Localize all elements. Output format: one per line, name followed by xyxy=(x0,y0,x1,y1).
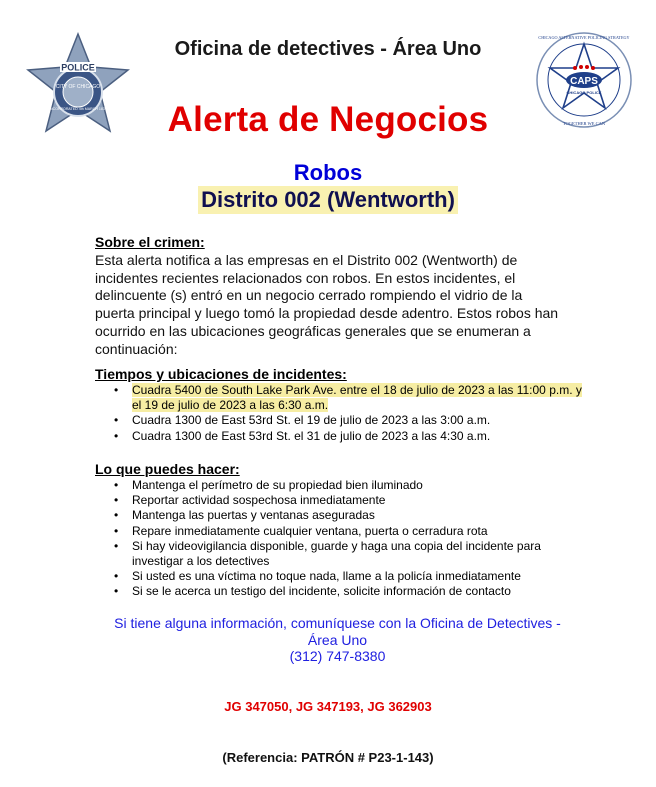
actions-heading: Lo que puedes hacer: xyxy=(95,461,240,477)
contact-phone: (312) 747-8380 xyxy=(289,648,386,664)
svg-text:CITY OF CHICAGO: CITY OF CHICAGO xyxy=(55,84,101,90)
svg-text:TOGETHER WE CAN: TOGETHER WE CAN xyxy=(562,121,606,126)
incident-item: • Cuadra 5400 de South Lake Park Ave. entre el 18 de julio de 2023 a las 11:00 p.m. y el 19 de julio de 2023 a las 6:30 a.m. xyxy=(112,383,582,413)
actions-list xyxy=(112,478,582,600)
svg-text:CHICAGO POLICE: CHICAGO POLICE xyxy=(566,90,602,95)
svg-text:CAPS: CAPS xyxy=(570,76,598,87)
case-numbers: JG 347050, JG 347193, JG 362903 xyxy=(224,699,432,714)
action-item: • Reportar actividad sospechosa inmediatamente xyxy=(112,493,582,508)
crime-type-heading: Robos xyxy=(293,160,363,185)
alert-title: Alerta de Negocios xyxy=(167,100,489,139)
svg-text:INCORPORATED 4th MARCH 1837: INCORPORATED 4th MARCH 1837 xyxy=(49,107,107,111)
action-item: • Mantenga el perímetro de su propiedad bien iluminado xyxy=(112,478,582,493)
incident-item: • Cuadra 1300 de East 53rd St. el 19 de julio de 2023 a las 3:00 a.m. xyxy=(112,413,582,428)
contact-info xyxy=(100,615,575,665)
incident-item: • Cuadra 1300 de East 53rd St. el 31 de julio de 2023 a las 4:30 a.m. xyxy=(112,429,582,444)
action-item: • Si hay videovigilancia disponible, guarde y haga una copia del incidente para investigar a los detectives xyxy=(112,539,582,569)
action-item: • Si se le acerca un testigo del incidente, solicite información de contacto xyxy=(112,584,582,599)
about-crime-heading: Sobre el crimen: xyxy=(95,234,205,250)
district-heading-wrap xyxy=(0,186,656,214)
action-item: • Repare inmediatamente cualquier ventana, puerta o cerradura rota xyxy=(112,524,582,539)
office-title: Oficina de detectives - Área Uno xyxy=(174,38,482,60)
about-crime-text: Esta alerta notifica a las empresas en el Distrito 002 (Wentworth) de incidentes recientes relacionados con robos. En estos incidentes, el delincuente (s) entró en un negocio cerrado rompiendo el vidrio de la puerta principal y luego tomó la propiedad desde adentro. Estos robos han ocurrido en las ubicaciones geográficas generales que se enumeran a continuación: xyxy=(95,252,559,357)
district-heading: Distrito 002 (Wentworth) xyxy=(198,186,458,214)
action-item: • Si usted es una víctima no toque nada, llame a la policía inmediatamente xyxy=(112,569,582,584)
incidents-heading: Tiempos y ubicaciones de incidentes: xyxy=(95,366,347,382)
action-item: • Mantenga las puertas y ventanas aseguradas xyxy=(112,508,582,523)
svg-text:CHICAGO ALTERNATIVE POLICING S: CHICAGO ALTERNATIVE POLICING STRATEGY xyxy=(538,35,630,40)
contact-text: Si tiene alguna información, comuníquese con la Oficina de Detectives - Área Uno xyxy=(114,615,561,648)
incidents-list xyxy=(112,383,582,444)
reference-pattern: (Referencia: PATRÓN # P23-1-143) xyxy=(222,750,434,765)
svg-text:POLICE: POLICE xyxy=(61,62,95,73)
